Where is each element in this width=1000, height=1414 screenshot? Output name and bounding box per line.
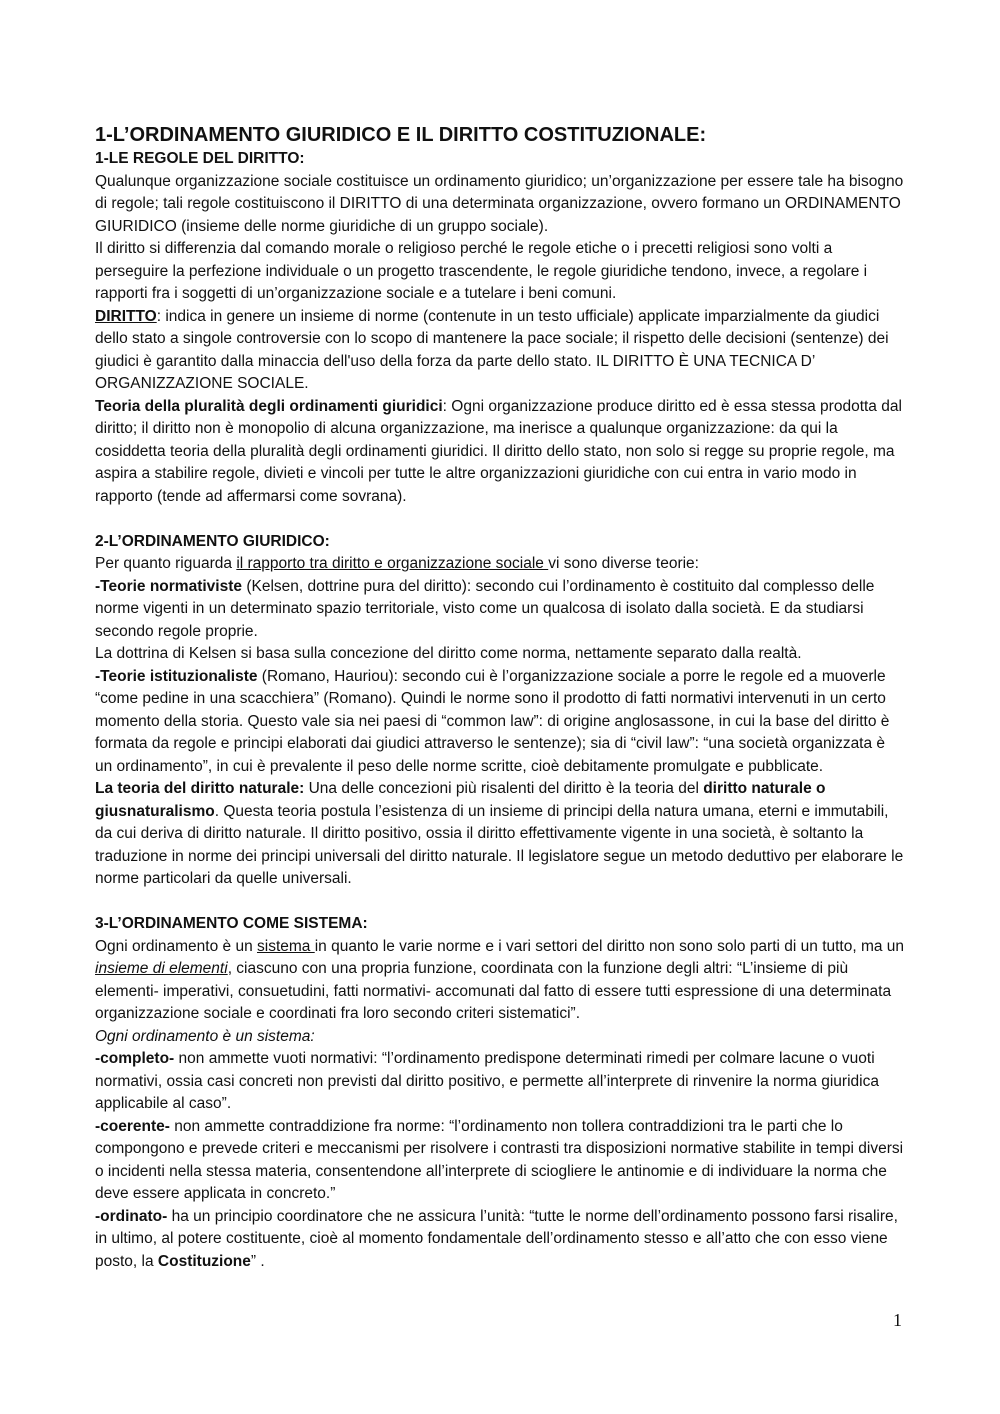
- section-2-heading: 2-L’ORDINAMENTO GIURIDICO:: [95, 532, 330, 550]
- spacer: [95, 508, 905, 531]
- completo-text: non ammette vuoti normativi: “l’ordinamento predispone determinati rimedi per colmare lacune o vuoti normativi, ossia casi concreti non previsti dal diritto positivo, e permette all’interprete di rinvenire la norma giuridica applicabile al caso”.: [95, 1050, 879, 1112]
- insieme-elementi: insieme di elementi: [95, 960, 228, 977]
- teoria-text: : Ogni organizzazione produce diritto ed è essa stessa prodotta dal diritto; il diritto non è monopolio di alcuna organizzazione, ma inerisce a qualunque organizzazione: da qui la cosiddetta teoria della pluralità degli ordinamenti giuridici. Il diritto dello stato, non solo si regge su proprie regole, ma aspira a stabilire regole, divieti e vincoli per tutte le altre organizzazioni giuridiche con cui entra in vario modo in rapporto (tende ad affermarsi come sovrana).: [95, 397, 902, 505]
- spacer: [95, 891, 905, 914]
- sistema-text-b: in quanto le varie norme e i vari settori del diritto non sono solo parti di un tutto, ma un: [314, 937, 905, 955]
- istituzionaliste-term: -Teorie istituzionaliste: [95, 667, 258, 685]
- document-body: [95, 122, 905, 1273]
- diritto-naturale: [95, 778, 905, 891]
- naturale-text-2: . Questa teoria postula l’esistenza di un insieme di principi della natura umana, eterni e immutabili, da cui deriva di diritto naturale. Il diritto positivo, ossia il diritto effettivamente vigente in una società, è soltanto la traduzione in norme dei principi universali del diritto naturale. Il legislatore segue un metodo deduttivo per elaborare le norme particolari da quelle universali.: [95, 802, 904, 887]
- ordinato-end: ” .: [250, 1252, 265, 1270]
- istituzionaliste-text: (Romano, Hauriou): secondo cui è l’organizzazione sociale a porre le regole ed a muoverle “come pedine in una scacchiera” (Romano). Quindi le norme sono il prodotto di fatti normativi intervenuti in un certo momento della storia. Questo vale sia nei paesi di “common law”: di origine anglosassone, in cui la base del diritto è formata da regole e principi elaborati dai giudici attraverso le sentenze); sia di “civil law”: “una società organizzata è un ordinamento”, in cui è prevalente il peso delle norme scritte, cioè debitamente promulgate e pubblicate.: [95, 667, 890, 775]
- giusnaturalismo-term: diritto naturale o giusnaturalismo: [95, 780, 826, 820]
- normativiste-text: (Kelsen, dottrine pura del diritto): secondo cui l’ordinamento è costituito dal complesso delle norme vigenti in un determinato spazio territoriale, visto come un qualcosa di isolato dalla società. E da studiarsi secondo regole proprie.: [95, 577, 875, 640]
- intro-underlined: il rapporto tra diritto e organizzazione sociale: [236, 555, 549, 572]
- section-3-heading: 3-L’ORDINAMENTO COME SISTEMA:: [95, 915, 368, 932]
- diritto-text: : indica in genere un insieme di norme (contenute in un testo ufficiale) applicate imparzialmente da giudici dello stato a singole controversie con lo scopo di mantenere la pace sociale; il rispetto delle decisioni (sentenze) dei giudici è garantito dalla minaccia dell'uso della forza da parte dello stato. IL DIRITTO È UNA TECNICA D’ ORGANIZZAZIONE SOCIALE.: [95, 307, 889, 392]
- section-2-intro: [95, 553, 905, 576]
- document-title: 1-L’ORDINAMENTO GIURIDICO E IL DIRITTO COSTITUZIONALE:: [95, 124, 707, 146]
- coerente-text: non ammette contraddizione fra norme: “l’ordinamento non tollera contraddizioni tra le parti che lo compongono e prevede criteri e meccanismi per risolvere i contrasti tra disposizioni normative stabilite in tempi diversi o incidenti nella stessa materia, consentendone all’interprete di sciogliere le antinomie e di individuare la norma che deve essere applicata in concreto.”: [95, 1117, 904, 1202]
- naturale-text-1: Una delle concezioni più risalenti del diritto è la teoria del: [304, 780, 704, 797]
- section-1-paragraph-2: Il diritto si differenzia dal comando morale o religioso perché le regole etiche o i precetti religiosi sono volti a perseguire la perfezione individuale o un progetto trascendente, le regole giuridiche tendono, invece, a regolare i rapporti fra i soggetti di un’organizzazione sociale e a tutelare i beni comuni.: [95, 240, 868, 302]
- section-1-heading: 1-LE REGOLE DEL DIRITTO:: [95, 150, 305, 167]
- naturale-term: La teoria del diritto naturale:: [95, 780, 305, 797]
- sistema-underlined: sistema: [257, 937, 315, 955]
- diritto-term: DIRITTO: [95, 307, 157, 325]
- kelsen-paragraph: La dottrina di Kelsen si basa sulla concezione del diritto come norma, nettamente separato dalla realtà.: [95, 645, 802, 662]
- ordinato-term: -ordinato-: [95, 1207, 168, 1225]
- sistema-subheading: Ogni ordinamento è un sistema:: [95, 1027, 315, 1045]
- completo-term: -completo-: [95, 1050, 175, 1067]
- ordinato-item: [95, 1206, 905, 1274]
- teorie-istituzionaliste: [95, 666, 905, 779]
- teoria-pluralita: [95, 396, 905, 509]
- page-number: 1: [893, 1310, 902, 1330]
- diritto-definition: [95, 306, 905, 396]
- intro-text-a: Per quanto riguarda: [95, 555, 237, 572]
- teorie-normativiste: [95, 576, 905, 644]
- sistema-text-a: Ogni ordinamento è un: [95, 937, 257, 955]
- teoria-term: Teoria della pluralità degli ordinamenti giuridici: [95, 397, 443, 415]
- coerente-item: [95, 1116, 905, 1206]
- ordinato-text: ha un principio coordinatore che ne assicura l’unità: “tutte le norme dell’ordinamento possono farsi risalire, in ultimo, al potere costituente, cioè al momento fondamentale dell’ordinamento stesso e all’atto che con esso viene posto, la: [95, 1207, 898, 1270]
- completo-item: [95, 1048, 905, 1116]
- section-1-paragraph-1: Qualunque organizzazione sociale costituisce un ordinamento giuridico; un’organizzazione per essere tale ha bisogno di regole; tali regole costituiscono il DIRITTO di una determinata organizzazione, ovvero formano un ORDINAMENTO GIURIDICO (insieme delle norme giuridiche di un gruppo sociale).: [95, 172, 904, 235]
- section-3-paragraph-1: [95, 936, 905, 1026]
- normativiste-term: -Teorie normativiste: [95, 577, 243, 595]
- coerente-term: -coerente-: [95, 1117, 170, 1135]
- sistema-text-c: , ciascuno con una propria funzione, coordinata con la funzione degli altri: “L’insieme di più elementi- imperativi, consuetudini, fatti normativi- accomunati dal fatto di essere tutti espressione di una determinata organizzazione sociale e coordinati fra loro secondo criteri sistematici”.: [95, 960, 892, 1022]
- intro-text-b: vi sono diverse teorie:: [548, 555, 699, 572]
- costituzione-term: Costituzione: [157, 1252, 251, 1270]
